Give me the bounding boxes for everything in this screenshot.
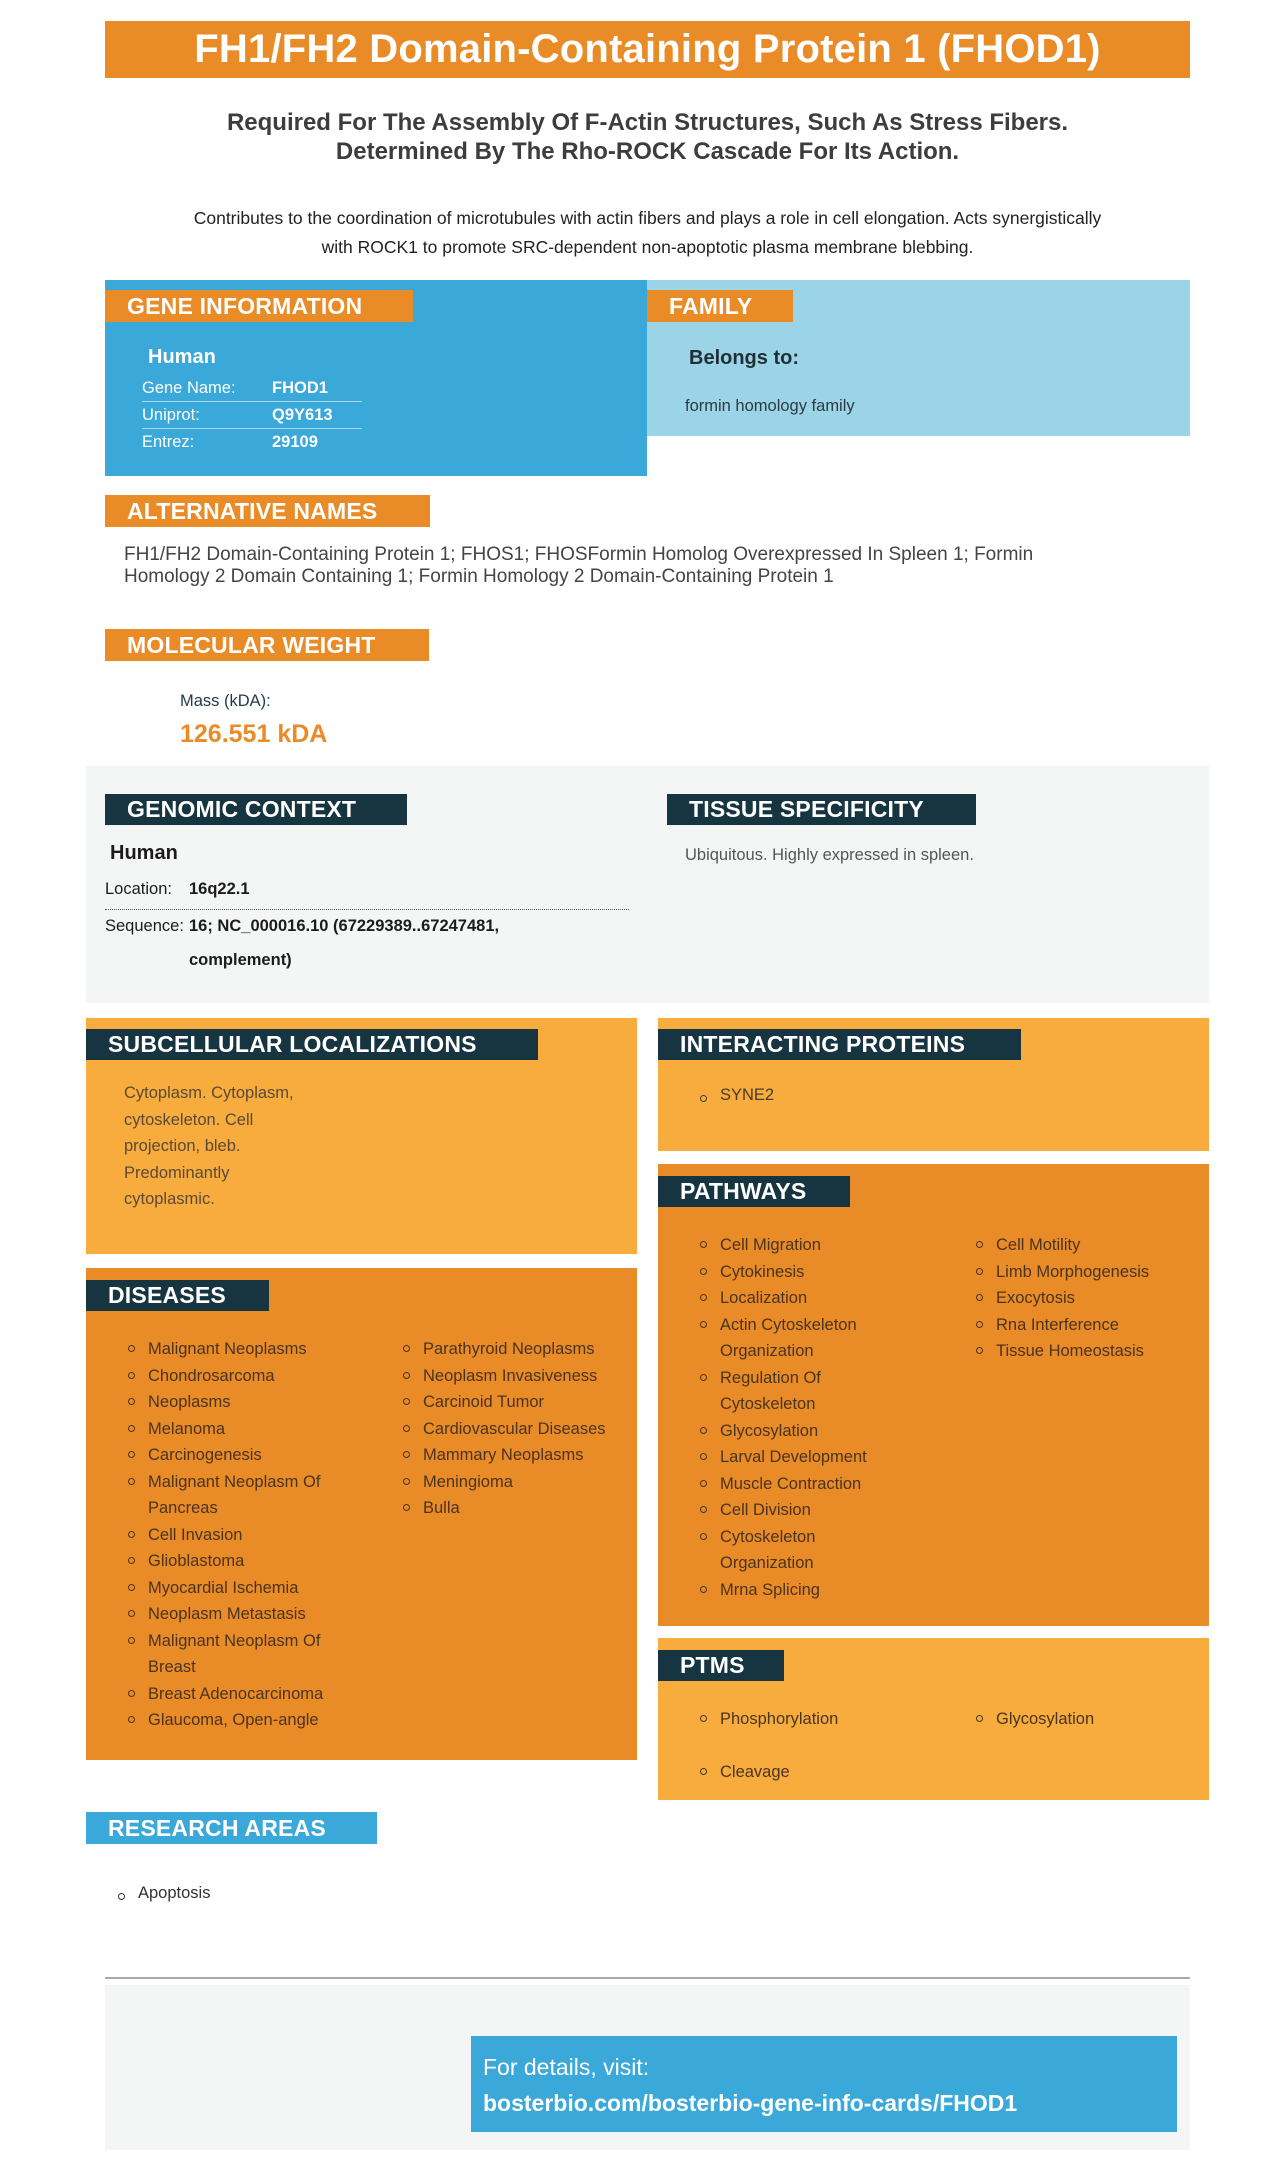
genomic-location-row: [105, 880, 629, 910]
pathways-heading-bar: [658, 1176, 850, 1207]
pathway-label: Glycosylation: [720, 1421, 819, 1440]
list-item: [126, 1363, 376, 1390]
footer-divider: [105, 1977, 1190, 1979]
disease-label: Glioblastoma: [148, 1552, 245, 1570]
subcellular-heading-bar: [86, 1029, 538, 1060]
ptms-panel: [658, 1638, 1209, 1800]
disease-label: Glaucoma, Open-angle: [148, 1711, 319, 1729]
tissue-heading-bar: [667, 794, 976, 825]
pathway-label: Tissue Homeostasis: [996, 1342, 1144, 1360]
gene-info-value: FHOD1: [272, 378, 328, 397]
disease-label: Melanoma: [148, 1419, 226, 1438]
list-item: [698, 1577, 938, 1604]
list-item: [126, 1389, 376, 1416]
diseases-list-col-1: [126, 1336, 376, 1734]
gene-info-heading: GENE INFORMATION: [127, 293, 363, 319]
genomic-sequence-line-2: complement): [189, 951, 292, 969]
genomic-heading-bar: [105, 794, 407, 825]
disease-label: Neoplasm Metastasis: [148, 1605, 306, 1623]
ptms-heading: PTMS: [680, 1652, 745, 1678]
gene-info-row: [142, 429, 362, 456]
interacting-panel: [658, 1018, 1209, 1151]
footer-panel: [105, 1985, 1190, 2150]
genomic-sequence-line-1: 16; NC_000016.10 (67229389..67247481,: [189, 917, 500, 935]
pathway-label: Cytokinesis: [720, 1262, 805, 1281]
list-item: [974, 1259, 1204, 1286]
genomic-sequence-value: [189, 917, 499, 970]
list-item: [401, 1363, 633, 1390]
title-bar: [105, 21, 1190, 78]
disease-label: Carcinoid Tumor: [423, 1393, 545, 1411]
list-item: [126, 1628, 376, 1681]
subcellular-line: cytoskeleton. Cell: [124, 1110, 254, 1129]
list-item: Glycosylation: [974, 1706, 1204, 1733]
details-link-url: bosterbio.com/bosterbio-gene-info-cards/FHOD1: [483, 2090, 1018, 2116]
pathway-label: Rna Interference: [996, 1315, 1119, 1334]
research-list: [116, 1884, 210, 1903]
subcellular-line: projection, bleb.: [124, 1137, 241, 1155]
disease-label: Breast Adenocarcinoma: [148, 1684, 324, 1703]
disease-label: Neoplasms: [148, 1393, 231, 1411]
list-item: [126, 1601, 376, 1628]
tissue-heading: TISSUE SPECIFICITY: [689, 796, 924, 822]
ptms-heading-bar: [658, 1650, 784, 1681]
list-item: [126, 1522, 376, 1549]
family-belongs-label: Belongs to:: [689, 347, 799, 369]
disease-label: Pancreas: [148, 1499, 218, 1517]
list-item: [698, 1418, 938, 1445]
list-item: [126, 1548, 376, 1575]
list-item: [126, 1336, 376, 1363]
page-title: FH1/FH2 Domain-Containing Protein 1 (FHOD1): [194, 27, 1101, 71]
genomic-location-value: 16q22.1: [189, 880, 250, 898]
mw-heading-bar: [105, 629, 429, 661]
disease-label: Mammary Neoplasms: [423, 1446, 584, 1464]
family-panel: [647, 280, 1190, 436]
disease-label: Meningioma: [423, 1472, 513, 1491]
list-item: [698, 1259, 938, 1286]
list-item: [698, 1365, 938, 1418]
subcellular-line: Predominantly: [124, 1163, 230, 1182]
pathway-label: Organization: [720, 1554, 814, 1572]
list-item: [126, 1575, 376, 1602]
gene-info-label: Gene Name:: [142, 378, 236, 397]
pathway-label: Cell Division: [720, 1501, 811, 1519]
gene-info-value: 29109: [272, 433, 318, 451]
description: [105, 204, 1190, 262]
interacting-list: [698, 1086, 774, 1105]
ptms-list-col-1: [698, 1706, 938, 1785]
list-item: [974, 1232, 1204, 1259]
disease-label: Chondrosarcoma: [148, 1366, 275, 1385]
alt-names-line-2: Homology 2 Domain Containing 1; Formin Homology 2 Domain-Containing Protein 1: [124, 566, 834, 587]
research-heading-bar: [86, 1812, 377, 1844]
disease-label: Myocardial Ischemia: [148, 1578, 299, 1597]
description-line-1: Contributes to the coordination of microtubules with actin fibers and plays a role in cell elongation. Acts synergistically: [193, 208, 1102, 228]
subcellular-text: [124, 1080, 294, 1213]
gene-info-species: Human: [148, 346, 216, 368]
subcellular-line: Cytoplasm. Cytoplasm,: [124, 1084, 294, 1102]
subcellular-line: cytoplasmic.: [124, 1190, 215, 1208]
tissue-text: Ubiquitous. Highly expressed in spleen.: [685, 846, 974, 864]
pathway-label: Cell Motility: [996, 1236, 1081, 1254]
disease-label: Carcinogenesis: [148, 1446, 262, 1464]
pathway-label: Localization: [720, 1289, 808, 1307]
list-item: Apoptosis: [116, 1884, 210, 1903]
family-value: formin homology family: [685, 397, 855, 415]
list-item: [698, 1471, 938, 1498]
interacting-heading: INTERACTING PROTEINS: [680, 1031, 966, 1057]
genomic-heading: GENOMIC CONTEXT: [127, 796, 357, 822]
list-item: Cleavage: [698, 1759, 938, 1786]
pathway-label: Larval Development: [720, 1448, 867, 1466]
subtitle-line-2: Determined By The Rho-ROCK Cascade For Its Action.: [335, 138, 960, 165]
list-item: [974, 1312, 1204, 1339]
mass-value: 126.551 kDA: [180, 720, 328, 748]
subtitle: [105, 108, 1190, 166]
alt-names-heading-bar: [105, 495, 430, 527]
genomic-species: Human: [110, 842, 178, 864]
list-item: [698, 1312, 938, 1365]
list-item: [698, 1444, 938, 1471]
interacting-heading-bar: [658, 1029, 1021, 1060]
disease-label: Malignant Neoplasm Of: [148, 1472, 321, 1491]
pathway-label: Organization: [720, 1342, 814, 1360]
alt-names-heading: ALTERNATIVE NAMES: [127, 498, 378, 524]
disease-label: Neoplasm Invasiveness: [423, 1366, 598, 1385]
disease-label: Cardiovascular Diseases: [423, 1419, 606, 1438]
details-link-label: For details, visit:: [483, 2054, 650, 2080]
list-item: [126, 1681, 376, 1708]
genomic-tissue-panel: [86, 766, 1209, 1003]
research-heading: RESEARCH AREAS: [108, 1815, 326, 1841]
pathway-label: Cell Migration: [720, 1236, 821, 1254]
list-item: Phosphorylation: [698, 1706, 938, 1733]
gene-info-heading-bar: [105, 290, 413, 322]
gene-info-label: Uniprot:: [142, 405, 200, 424]
gene-info-panel: [105, 280, 647, 476]
diseases-list-col-2: [401, 1336, 633, 1522]
diseases-panel: [86, 1268, 637, 1760]
list-item: [401, 1469, 633, 1496]
pathway-label: Limb Morphogenesis: [996, 1262, 1150, 1281]
list-item: [401, 1389, 633, 1416]
pathway-label: Regulation Of: [720, 1368, 821, 1387]
gene-info-row: [142, 375, 362, 402]
gene-info-table: [142, 375, 362, 456]
list-item: [401, 1442, 633, 1469]
list-item: [974, 1338, 1204, 1365]
list-item: [126, 1707, 376, 1734]
subtitle-line-1: Required For The Assembly Of F-Actin Structures, Such As Stress Fibers.: [226, 109, 1069, 136]
list-item: [698, 1285, 938, 1312]
ptms-list-col-2: [974, 1706, 1204, 1733]
description-line-2: with ROCK1 to promote SRC-dependent non-apoptotic plasma membrane blebbing.: [321, 237, 974, 257]
list-item: [126, 1469, 376, 1522]
alt-names-text: [124, 544, 1184, 588]
list-item: [126, 1442, 376, 1469]
genomic-location-label: Location:: [105, 880, 172, 898]
list-item: SYNE2: [698, 1086, 774, 1105]
pathway-label: Exocytosis: [996, 1289, 1075, 1307]
gene-info-value: Q9Y613: [272, 405, 333, 424]
list-item: [126, 1416, 376, 1443]
pathways-list-col-1: [698, 1232, 938, 1603]
details-link[interactable]: [471, 2036, 1177, 2132]
gene-info-row: [142, 402, 362, 429]
mass-label: Mass (kDA):: [180, 692, 271, 710]
pathway-label: Cytoskeleton: [720, 1527, 816, 1546]
pathway-label: Mrna Splicing: [720, 1580, 820, 1599]
disease-label: Malignant Neoplasms: [148, 1340, 307, 1358]
list-item: [698, 1232, 938, 1259]
family-heading: FAMILY: [669, 293, 753, 319]
diseases-heading: DISEASES: [108, 1282, 226, 1308]
mw-heading: MOLECULAR WEIGHT: [127, 632, 376, 658]
disease-label: Cell Invasion: [148, 1525, 243, 1544]
pathway-label: Muscle Contraction: [720, 1474, 862, 1493]
disease-label: Malignant Neoplasm Of: [148, 1631, 321, 1650]
gene-info-label: Entrez:: [142, 433, 195, 451]
pathways-list-col-2: [974, 1232, 1204, 1365]
list-item: [698, 1524, 938, 1577]
genomic-sequence-label: Sequence:: [105, 917, 184, 935]
pathway-label: Cytoskeleton: [720, 1395, 816, 1413]
diseases-heading-bar: [86, 1280, 269, 1311]
pathway-label: Actin Cytoskeleton: [720, 1315, 857, 1334]
pathways-heading: PATHWAYS: [680, 1178, 807, 1204]
subcellular-heading: SUBCELLULAR LOCALIZATIONS: [108, 1031, 477, 1057]
alt-names-line-1: FH1/FH2 Domain-Containing Protein 1; FHOS1; FHOSFormin Homolog Overexpressed In Spleen 1; Formin: [124, 544, 1034, 565]
list-item: [698, 1497, 938, 1524]
list-item: [401, 1495, 633, 1522]
list-item: [401, 1336, 633, 1363]
family-heading-bar: [647, 290, 793, 322]
pathways-panel: [658, 1164, 1209, 1626]
disease-label: Breast: [148, 1658, 196, 1676]
subcellular-panel: [86, 1018, 637, 1254]
list-item: [401, 1416, 633, 1443]
disease-label: Bulla: [423, 1499, 460, 1517]
list-item: [974, 1285, 1204, 1312]
disease-label: Parathyroid Neoplasms: [423, 1340, 595, 1358]
